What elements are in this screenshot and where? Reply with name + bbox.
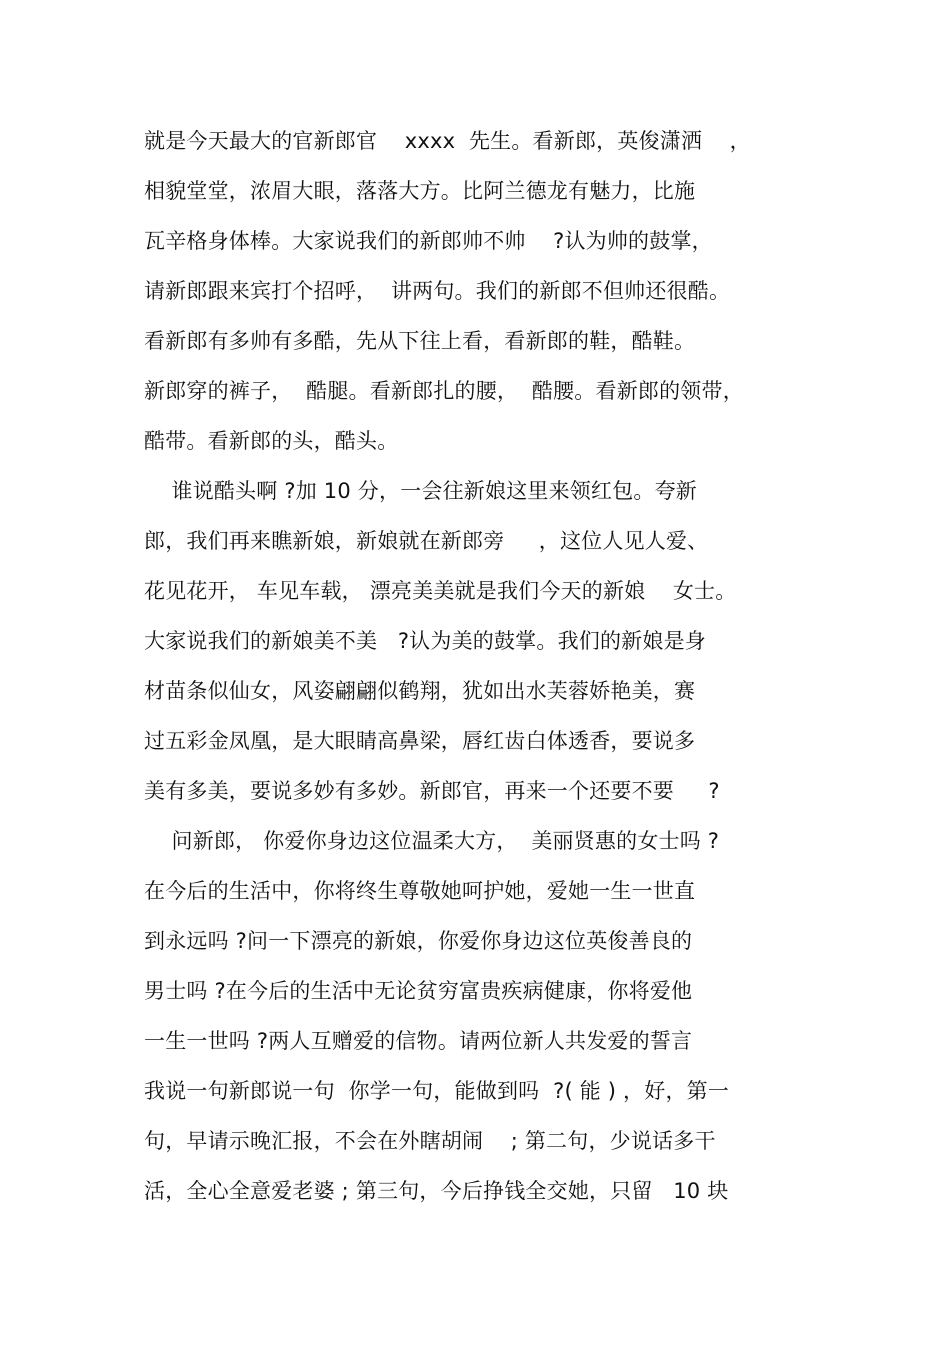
text-line: 美有多美，要说多妙有多妙。新郎官，再来一个还要不要 ? xyxy=(144,779,720,803)
text-line: 在今后的生活中，你将终生尊敬她呵护她，爱她一生一世直 xyxy=(144,879,696,903)
text-line: 我说一句新郎说一句 你学一句，能做到吗 ?( 能 ) ，好，第一 xyxy=(144,1079,730,1103)
text-line: 活，全心全意爱老婆 ; 第三句，今后挣钱全交她，只留 10 块 xyxy=(144,1179,729,1203)
text-line: 男士吗 ?在今后的生活中无论贫穷富贵疾病健康，你将爱他 xyxy=(144,979,693,1003)
text-line: 大家说我们的新娘美不美 ?认为美的鼓掌。我们的新娘是身 xyxy=(144,629,706,653)
text-line: 花见花开， 车见车载， 漂亮美美就是我们今天的新娘 女士。 xyxy=(144,579,737,603)
text-line: 就是今天最大的官新郎官 xxxx 先生。看新郎，英俊潇洒 ， xyxy=(144,129,751,153)
text-line: 相貌堂堂，浓眉大眼，落落大方。比阿兰德龙有魅力，比施 xyxy=(144,179,696,203)
text-line: 句，早请示晚汇报，不会在外瞎胡闹 ; 第二句，少说话多干 xyxy=(144,1129,716,1153)
text-line: 一生一世吗 ?两人互赠爱的信物。请两位新人共发爱的誓言 xyxy=(144,1029,693,1053)
text-line: 到永远吗 ?问一下漂亮的新娘，你爱你身边这位英俊善良的 xyxy=(144,929,693,953)
text-line: 酷带。看新郎的头，酷头。 xyxy=(144,429,399,453)
text-line: 瓦辛格身体棒。大家说我们的新郎帅不帅 ?认为帅的鼓掌， xyxy=(144,229,713,253)
text-line: 新郎穿的裤子， 酷腿。看新郎扎的腰， 酷腰。看新郎的领带， xyxy=(144,379,744,403)
text-line: 材苗条似仙女，风姿翩翩似鹤翔，犹如出水芙蓉娇艳美，赛 xyxy=(144,679,696,703)
text-line: 看新郎有多帅有多酷，先从下往上看，看新郎的鞋，酷鞋。 xyxy=(144,329,696,353)
text-line: 谁说酷头啊 ?加 10 分，一会往新娘这里来领红包。夸新 xyxy=(144,479,697,503)
text-line: 郎，我们再来瞧新娘，新娘就在新郎旁 ，这位人见人爱、 xyxy=(144,529,709,553)
text-line: 问新郎， 你爱你身边这位温柔大方， 美丽贤惠的女士吗 ? xyxy=(144,829,720,853)
text-line: 过五彩金凤凰，是大眼睛高鼻梁，唇红齿白体透香，要说多 xyxy=(144,729,696,753)
text-line: 请新郎跟来宾打个招呼， 讲两句。我们的新郎不但帅还很酷。 xyxy=(144,279,731,303)
